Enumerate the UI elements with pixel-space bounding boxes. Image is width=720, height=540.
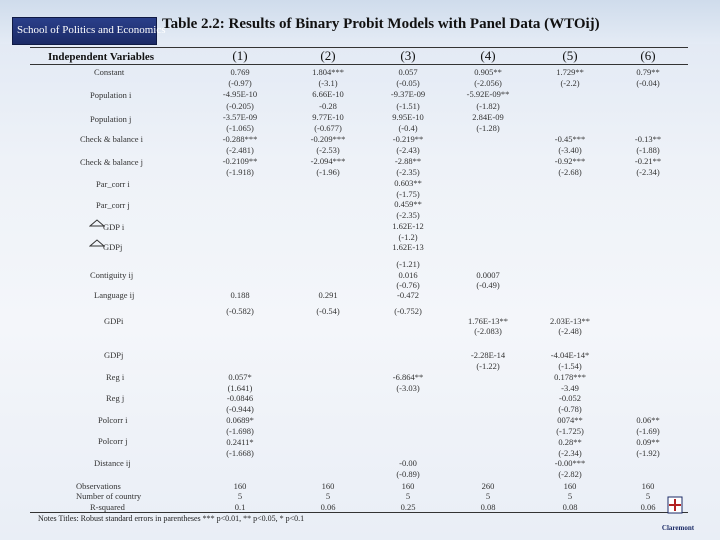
row-label-observations: Observations xyxy=(76,481,121,491)
cell: (-0.05) xyxy=(396,78,420,88)
cell: (-0.54) xyxy=(316,306,340,316)
cell: -5.92E-09** xyxy=(466,89,510,99)
row-label-parcorr-i: Par_corr i xyxy=(96,179,130,189)
row-label-distance: Distance ij xyxy=(94,458,131,468)
cell: 260 xyxy=(481,481,495,491)
bottom-rule xyxy=(30,512,688,513)
row-label-population-i: Population i xyxy=(90,90,132,100)
cell: 5 xyxy=(405,491,411,501)
cell: (-2.82) xyxy=(558,469,582,479)
cell: 160 xyxy=(321,481,335,491)
cell: (-0.04) xyxy=(636,78,660,88)
cell: 0.1 xyxy=(234,502,246,512)
column-header-2: (2) xyxy=(320,48,336,63)
cell: -0.472 xyxy=(397,290,419,300)
cell: 5 xyxy=(325,491,331,501)
row-label-delta-gdp-i: GDP i xyxy=(103,222,125,232)
cell: -0.052 xyxy=(559,393,581,403)
cell: 5 xyxy=(645,491,651,501)
cell: 0.09** xyxy=(636,437,660,447)
cell: -0.28 xyxy=(319,101,337,111)
logo-text: School of Politics and Economics xyxy=(17,24,166,36)
cell: 160 xyxy=(233,481,247,491)
row-label-constant: Constant xyxy=(94,67,125,77)
cell: -0.45*** xyxy=(554,134,586,144)
cell: 0.06** xyxy=(636,415,660,425)
cell: (-2.34) xyxy=(558,448,582,458)
cell: -9.37E-09 xyxy=(390,89,426,99)
cell: (-1.69) xyxy=(636,426,660,436)
cell: (-2.68) xyxy=(558,167,582,177)
school-logo xyxy=(12,17,166,45)
cell: -0.92*** xyxy=(554,156,586,166)
cell: (-2.43) xyxy=(396,145,420,155)
row-label-polcorr-i: Polcorr i xyxy=(98,415,128,425)
cell: (-1.75) xyxy=(396,189,420,199)
cell: (-2.2) xyxy=(560,78,580,88)
cell: 160 xyxy=(563,481,577,491)
cell: 0.0689* xyxy=(226,415,254,425)
cell: (-0.4) xyxy=(398,123,418,133)
cell: 1.804*** xyxy=(312,67,344,77)
cell: (-1.22) xyxy=(476,361,500,371)
cell: 9.95E-10 xyxy=(392,112,424,122)
row-label-population-j: Population j xyxy=(90,114,132,124)
row-label-reg-j: Reg j xyxy=(106,393,125,403)
cell: (-0.89) xyxy=(396,469,420,479)
column-header-3: (3) xyxy=(400,48,416,63)
cell: (-1.54) xyxy=(558,361,582,371)
cell: -2.88** xyxy=(394,156,422,166)
cell: -6.864** xyxy=(392,372,424,382)
cell: 6.66E-10 xyxy=(312,89,344,99)
cell: -0.21** xyxy=(634,156,662,166)
cell: 0.06 xyxy=(640,502,656,512)
row-label-reg-i: Reg i xyxy=(106,372,125,382)
cell: (1.641) xyxy=(227,383,253,393)
cell: (-2.48) xyxy=(558,326,582,336)
column-header-1: (1) xyxy=(232,48,248,63)
cell: -4.95E-10 xyxy=(222,89,258,99)
cell: 2.03E-13** xyxy=(550,316,590,326)
cell: (-2.056) xyxy=(474,78,502,88)
cell: -0.00*** xyxy=(554,458,586,468)
row-label-gdpi: GDPi xyxy=(104,316,124,326)
cell: 5 xyxy=(567,491,573,501)
row-label-number-of-country: Number of country xyxy=(76,491,142,501)
slide-title: Table 2.2: Results of Binary Probit Models with Panel Data (WTOij) xyxy=(162,16,600,32)
cell: (-1.96) xyxy=(316,167,340,177)
cell: -0.209*** xyxy=(310,134,346,144)
cell: (-2.35) xyxy=(396,210,420,220)
cell: (-0.944) xyxy=(226,404,254,414)
cell: 0.06 xyxy=(320,502,336,512)
cell: (-1.698) xyxy=(226,426,254,436)
cell: -0.219** xyxy=(392,134,424,144)
cell: 0.057 xyxy=(398,67,418,77)
cell: 0.188 xyxy=(230,290,250,300)
header-rule xyxy=(30,64,688,65)
row-label-language: Language ij xyxy=(94,290,135,300)
cell: -3.49 xyxy=(561,383,579,393)
cell: (-1.88) xyxy=(636,145,660,155)
cell: 0.25 xyxy=(400,502,416,512)
top-rule xyxy=(30,47,688,48)
cell: 0.28** xyxy=(558,437,582,447)
row-label-parcorr-j: Par_corr j xyxy=(96,200,130,210)
cell: 0.905** xyxy=(474,67,502,77)
cell: (-3.03) xyxy=(396,383,420,393)
cell: (-2.34) xyxy=(636,167,660,177)
cell: 0.769 xyxy=(230,67,250,77)
cell: -4.04E-14* xyxy=(550,350,590,360)
cell: (-2.35) xyxy=(396,167,420,177)
row-label-contiguity: Contiguity ij xyxy=(90,270,134,280)
cell: (-1.918) xyxy=(226,167,254,177)
row-label-r-squared: R-squared xyxy=(90,502,125,512)
cell: (-1.92) xyxy=(636,448,660,458)
row-label-check-balance-j: Check & balance j xyxy=(80,157,144,167)
cell: 2.84E-09 xyxy=(472,112,504,122)
cell: 160 xyxy=(641,481,655,491)
cell: 0.2411* xyxy=(226,437,254,447)
cell: (-1.28) xyxy=(476,123,500,133)
cell: 0.79** xyxy=(636,67,660,77)
cell: (-1.668) xyxy=(226,448,254,458)
independent-variables-header: Independent Variables xyxy=(48,51,155,63)
cell: (-0.677) xyxy=(314,123,342,133)
cell: -0.13** xyxy=(634,134,662,144)
cell: -2.094*** xyxy=(310,156,346,166)
cell: (-0.752) xyxy=(394,306,422,316)
cell: (-1.2) xyxy=(398,232,418,242)
cell: 1.62E-12 xyxy=(392,221,424,231)
cell: 5 xyxy=(237,491,243,501)
cell: (-0.76) xyxy=(396,280,420,290)
cell: 9.77E-10 xyxy=(312,112,344,122)
cell: (-0.205) xyxy=(226,101,254,111)
cell: 0.057* xyxy=(228,372,252,382)
row-label-delta-gdp-j: GDPj xyxy=(103,242,123,252)
cell: (-2.481) xyxy=(226,145,254,155)
cell: 0.0007 xyxy=(476,270,500,280)
cell: 0.08 xyxy=(480,502,496,512)
cell: (-2.083) xyxy=(474,326,502,336)
column-header-6: (6) xyxy=(640,48,656,63)
cell: 1.729** xyxy=(556,67,584,77)
cell: -3.57E-09 xyxy=(222,112,258,122)
cell: (-1.725) xyxy=(556,426,584,436)
cell: (-0.97) xyxy=(228,78,252,88)
cell: 0.178*** xyxy=(554,372,586,382)
cell: 0.016 xyxy=(398,270,418,280)
column-header-4: (4) xyxy=(480,48,496,63)
cell: (-1.82) xyxy=(476,101,500,111)
cell: (-1.51) xyxy=(396,101,420,111)
cell: 0.08 xyxy=(562,502,578,512)
cell: -0.00 xyxy=(399,458,417,468)
cell: 1.62E-13 xyxy=(392,242,424,252)
cell: 5 xyxy=(485,491,491,501)
cell: -0.0846 xyxy=(226,393,254,403)
cell: (-0.49) xyxy=(476,280,500,290)
claremont-logo-text: Claremont xyxy=(661,524,695,532)
cell: -0.288*** xyxy=(222,134,258,144)
row-label-gdpj: GDPj xyxy=(104,350,124,360)
cell: 160 xyxy=(401,481,415,491)
cell: -0.2109** xyxy=(222,156,258,166)
cell: (-0.78) xyxy=(558,404,582,414)
cell: 0074** xyxy=(557,415,583,425)
cell: 0.459** xyxy=(394,199,422,209)
row-label-polcorr-j: Polcorr j xyxy=(98,436,128,446)
cell: -2.28E-14 xyxy=(470,350,506,360)
cell: (-3.40) xyxy=(558,145,582,155)
table-notes: Notes Titles: Robust standard errors in parentheses *** p<0.01, ** p<0.05, * p<0.1 xyxy=(38,514,305,523)
row-label-check-balance-i: Check & balance i xyxy=(80,134,144,144)
cell: (-1.21) xyxy=(396,259,420,269)
cell: (-2.53) xyxy=(316,145,340,155)
cell: 1.76E-13** xyxy=(468,316,508,326)
cell: 0.603** xyxy=(394,178,422,188)
cell: 0.291 xyxy=(318,290,338,300)
cell: (-1.065) xyxy=(226,123,254,133)
cell: (-3.1) xyxy=(318,78,338,88)
cell: (-0.582) xyxy=(226,306,254,316)
column-header-5: (5) xyxy=(562,48,578,63)
